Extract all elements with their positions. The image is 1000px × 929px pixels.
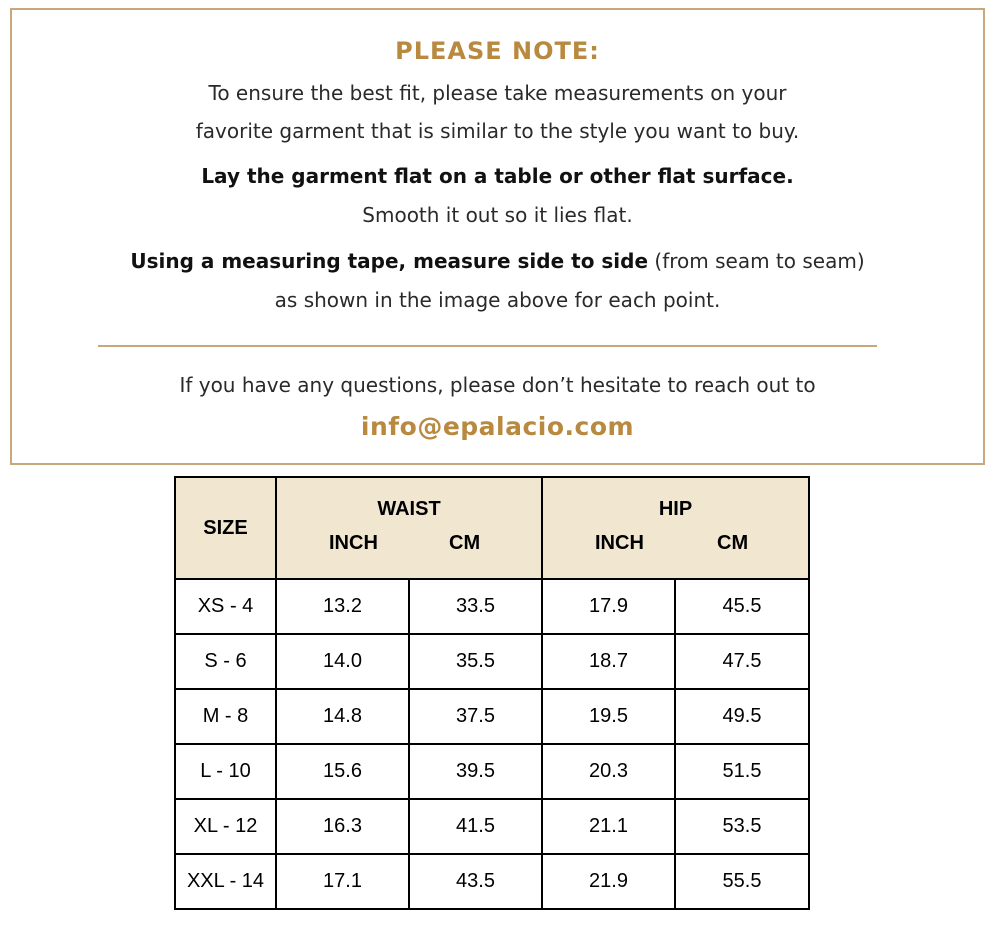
waist-cm-cell: 35.5 <box>409 634 542 689</box>
size-cell: XS - 4 <box>175 579 276 634</box>
waist-header-group <box>276 477 542 579</box>
hip-inch-cell: 21.1 <box>542 799 675 854</box>
note-line-3: Lay the garment flat on a table or other flat surface. <box>201 164 794 188</box>
size-cell: XXL - 14 <box>175 854 276 909</box>
hip-cm-cell: 51.5 <box>675 744 809 799</box>
note-line-1: To ensure the best fit, please take measurements on your <box>208 81 787 105</box>
waist-inch-cell: 13.2 <box>276 579 409 634</box>
size-cell: M - 8 <box>175 689 276 744</box>
table-row <box>175 689 809 744</box>
note-line-5-bold: Using a measuring tape, measure side to side <box>130 249 649 273</box>
table-row <box>175 799 809 854</box>
contact-email-link[interactable]: info@epalacio.com <box>360 412 635 441</box>
waist-inch-cell: 15.6 <box>276 744 409 799</box>
waist-cm-cell: 39.5 <box>409 744 542 799</box>
table-row <box>175 579 809 634</box>
size-header: SIZE <box>175 477 276 579</box>
waist-cm-cell: 43.5 <box>409 854 542 909</box>
waist-cm-cell: 33.5 <box>409 579 542 634</box>
note-title: PLEASE NOTE: <box>395 37 600 65</box>
note-line-5-rest: (from seam to seam) <box>648 249 865 273</box>
table-row <box>175 854 809 909</box>
waist-inch-cell: 16.3 <box>276 799 409 854</box>
hip-inch-header: INCH <box>595 532 644 554</box>
hip-cm-cell: 55.5 <box>675 854 809 909</box>
hip-inch-cell: 19.5 <box>542 689 675 744</box>
waist-cm-cell: 41.5 <box>409 799 542 854</box>
note-line-2: favorite garment that is similar to the style you want to buy. <box>195 119 800 143</box>
hip-cm-cell: 47.5 <box>675 634 809 689</box>
waist-inch-cell: 14.8 <box>276 689 409 744</box>
note-line-5 <box>12 248 983 274</box>
hip-header: HIP <box>658 498 693 520</box>
waist-header: WAIST <box>377 498 441 520</box>
waist-inch-header: INCH <box>329 532 378 554</box>
table-row <box>175 634 809 689</box>
table-row <box>175 744 809 799</box>
hip-inch-cell: 18.7 <box>542 634 675 689</box>
hip-inch-cell: 20.3 <box>542 744 675 799</box>
waist-inch-cell: 17.1 <box>276 854 409 909</box>
hip-cm-cell: 45.5 <box>675 579 809 634</box>
note-line-7: If you have any questions, please don’t hesitate to reach out to <box>179 373 816 397</box>
hip-inch-cell: 21.9 <box>542 854 675 909</box>
table-header-row <box>175 477 809 579</box>
waist-cm-cell: 37.5 <box>409 689 542 744</box>
hip-cm-cell: 49.5 <box>675 689 809 744</box>
note-line-6: as shown in the image above for each point. <box>274 288 721 312</box>
hip-cm-header: CM <box>717 532 749 554</box>
hip-cm-cell: 53.5 <box>675 799 809 854</box>
hip-header-group <box>542 477 809 579</box>
hip-inch-cell: 17.9 <box>542 579 675 634</box>
note-divider <box>98 345 877 347</box>
waist-inch-cell: 14.0 <box>276 634 409 689</box>
size-cell: L - 10 <box>175 744 276 799</box>
please-note-box <box>10 8 985 465</box>
waist-cm-header: CM <box>449 532 481 554</box>
size-cell: XL - 12 <box>175 799 276 854</box>
size-chart-table <box>174 476 810 910</box>
note-line-4: Smooth it out so it lies flat. <box>362 203 633 227</box>
size-cell: S - 6 <box>175 634 276 689</box>
